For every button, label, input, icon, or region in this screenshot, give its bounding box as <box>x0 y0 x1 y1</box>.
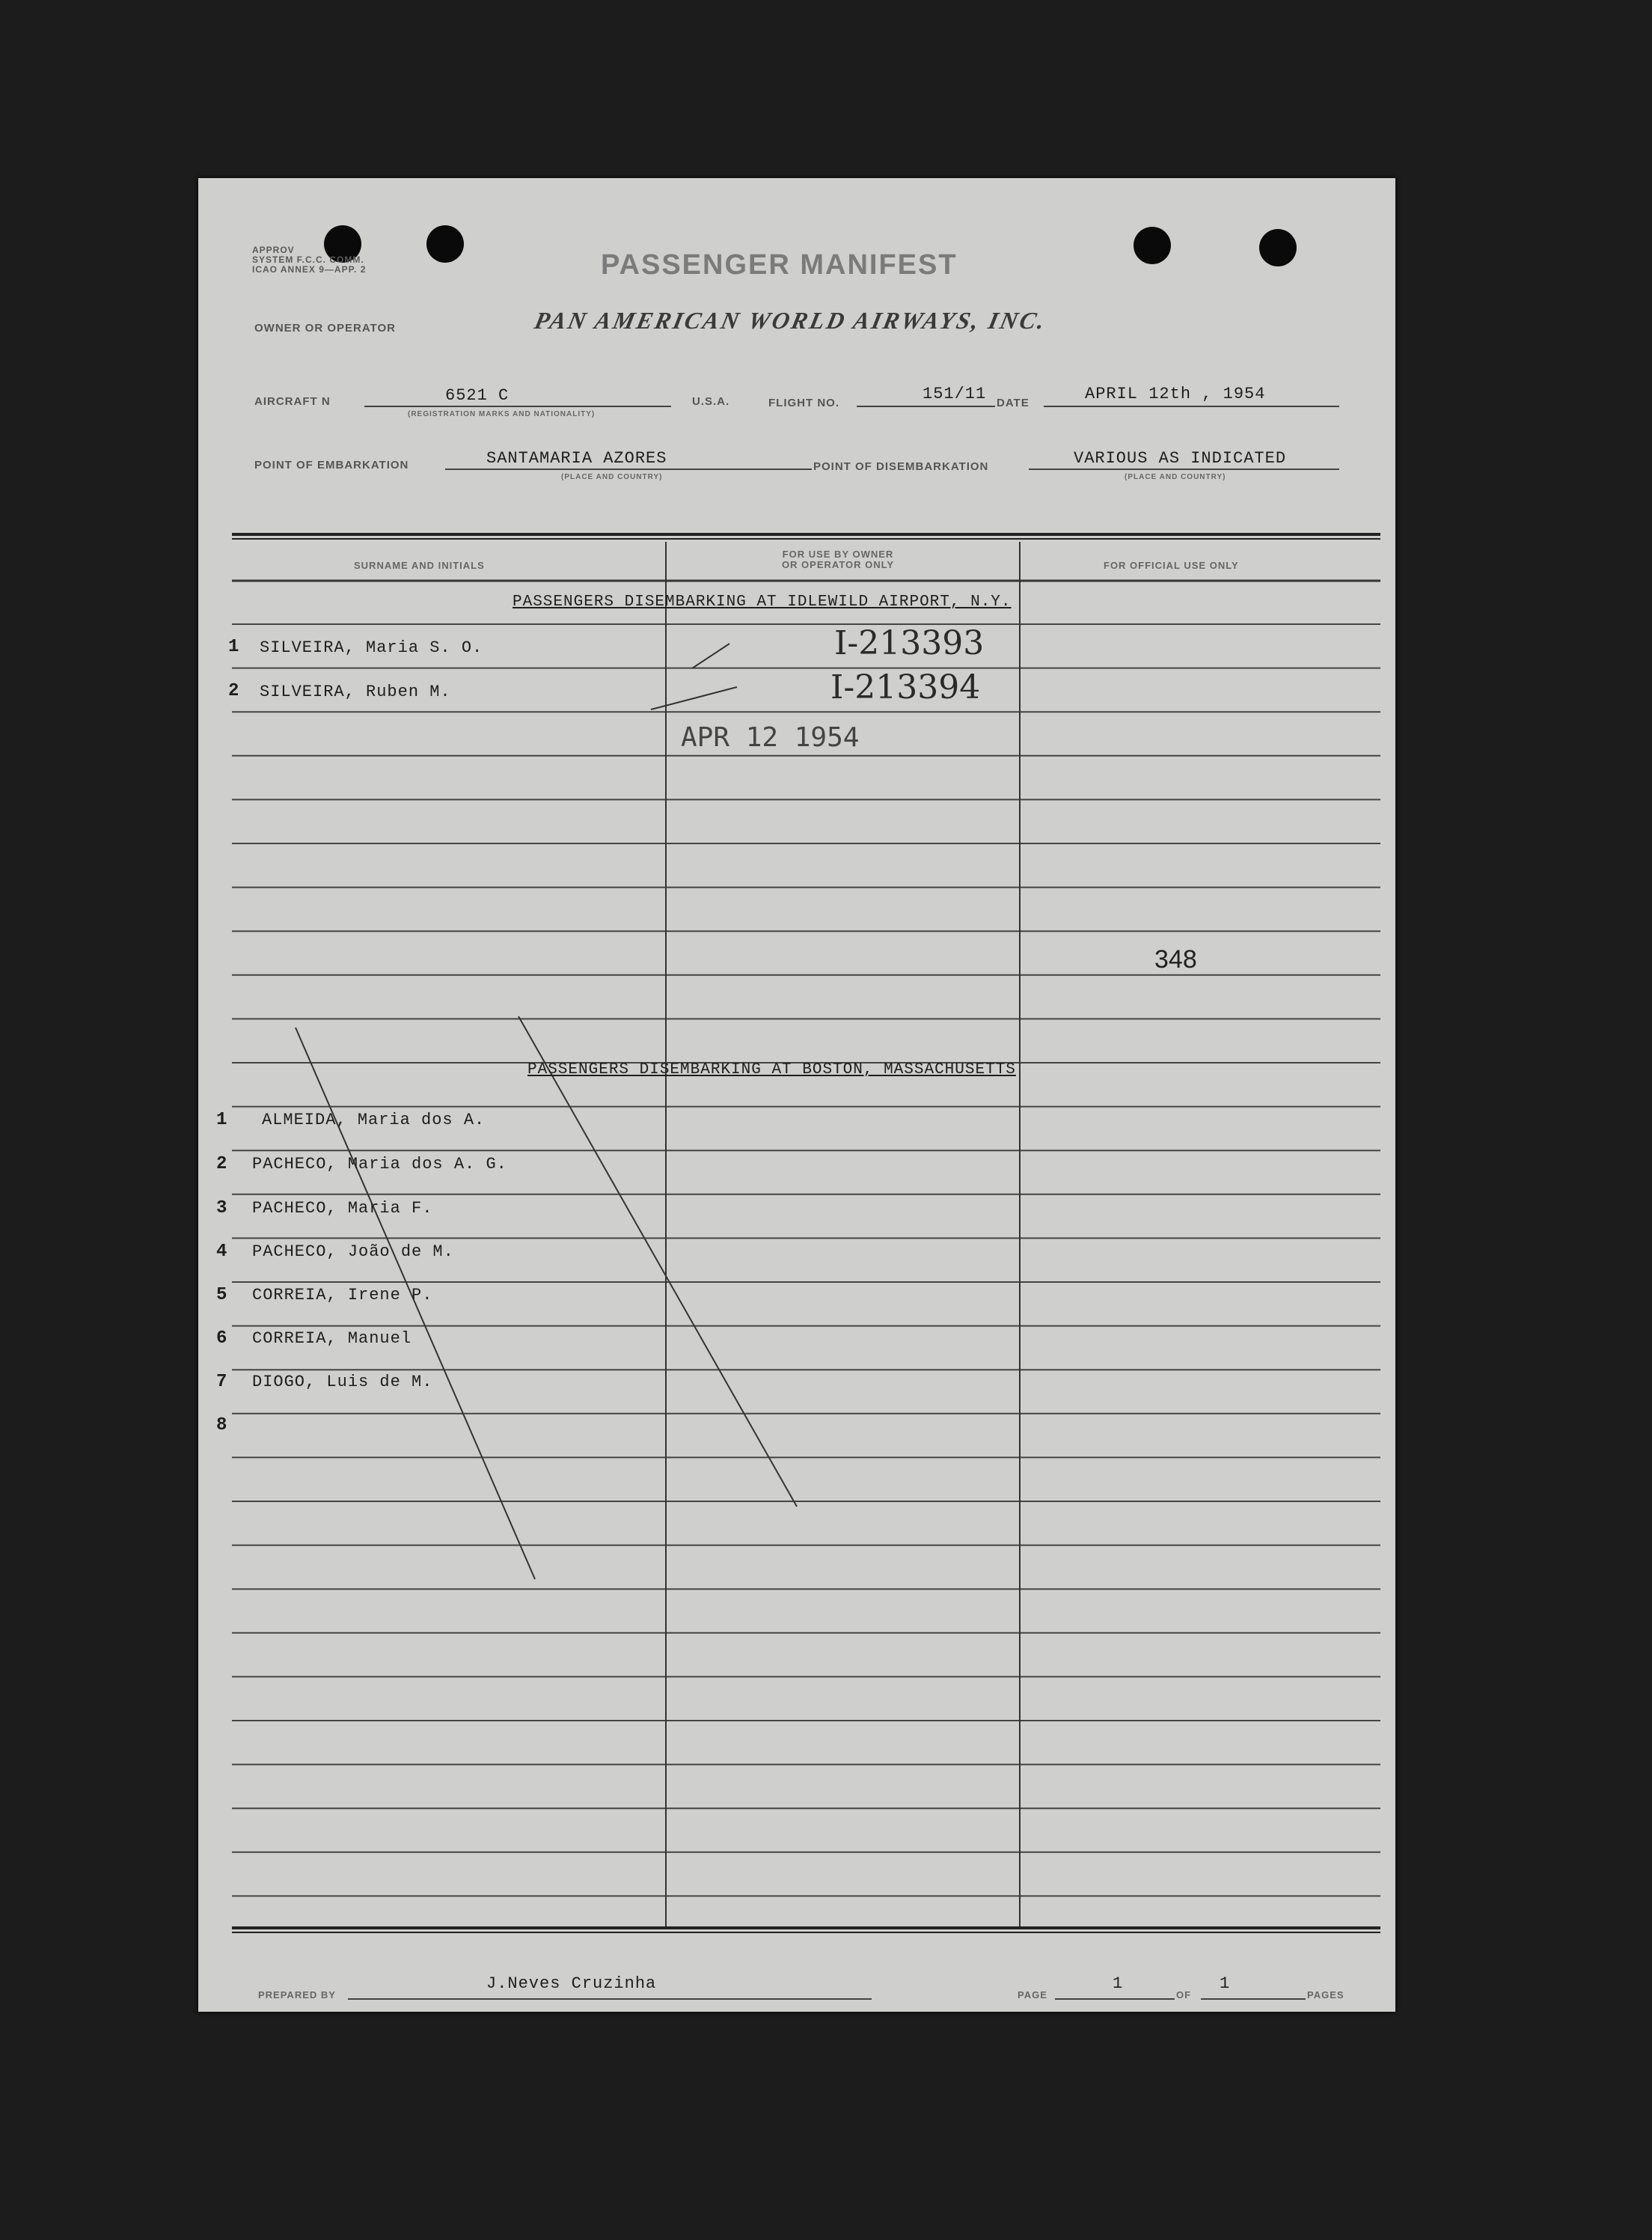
page-label: PAGE <box>1018 1989 1047 2001</box>
date-stamp: APR 12 1954 <box>681 722 860 753</box>
passenger-name: PACHECO, João de M. <box>252 1242 454 1261</box>
disembark-label: POINT OF DISEMBARKATION <box>813 460 989 473</box>
row-number: 4 <box>216 1242 227 1262</box>
row-number: 2 <box>228 681 239 701</box>
embark-value: SANTAMARIA AZORES <box>486 449 667 468</box>
passenger-name: ALMEIDA, Maria dos A. <box>262 1111 486 1129</box>
of-line <box>1201 1998 1306 2000</box>
of-value: 1 <box>1220 1974 1231 1993</box>
ruled-lines <box>198 178 1395 2012</box>
owner-label: OWNER OR OPERATOR <box>254 322 396 335</box>
approval-line: ICAO ANNEX 9—APP. 2 <box>252 264 367 275</box>
row-number: 1 <box>228 637 239 657</box>
passenger-name: PACHECO, Maria F. <box>252 1199 433 1218</box>
row-number: 7 <box>216 1372 227 1392</box>
form-title: PASSENGER MANIFEST <box>601 249 958 281</box>
date-label: DATE <box>997 397 1030 409</box>
flight-label: FLIGHT NO. <box>768 397 839 409</box>
passenger-name: SILVEIRA, Ruben M. <box>260 683 451 701</box>
official-number: I-213393 <box>834 624 985 662</box>
passenger-name: CORREIA, Irene P. <box>252 1286 433 1304</box>
col-official-use: FOR OFFICIAL USE ONLY <box>1104 560 1239 571</box>
owner-value: PAN AMERICAN WORLD AIRWAYS, INC. <box>532 307 1050 334</box>
check-mark <box>651 687 737 709</box>
tally-number: 348 <box>1154 945 1197 974</box>
aircraft-sublabel: (REGISTRATION MARKS AND NATIONALITY) <box>408 410 596 418</box>
aircraft-value: 6521 C <box>445 386 510 405</box>
of-label: OF <box>1176 1989 1192 2001</box>
date-value: APRIL 12th , 1954 <box>1085 385 1266 403</box>
prepared-line <box>348 1998 872 2000</box>
prepared-label: PREPARED BY <box>258 1989 336 2001</box>
check-mark <box>692 644 729 668</box>
pages-label: PAGES <box>1307 1989 1344 2001</box>
section2-heading: PASSENGERS DISEMBARKING AT BOSTON, MASSACHUSETTS <box>527 1061 1016 1078</box>
prepared-value: J.Neves Cruzinha <box>486 1974 657 1993</box>
row-number: 8 <box>216 1415 227 1435</box>
disembark-value: VARIOUS AS INDICATED <box>1074 449 1287 468</box>
embark-label: POINT OF EMBARKATION <box>254 459 409 472</box>
col-surname: SURNAME AND INITIALS <box>354 560 485 571</box>
official-number: I-213394 <box>830 668 981 707</box>
col-owner-use: FOR USE BY OWNER OR OPERATOR ONLY <box>781 549 895 570</box>
approval-line: SYSTEM F.C.C. COMM. <box>252 254 364 265</box>
row-number: 6 <box>216 1328 227 1349</box>
passenger-name: SILVEIRA, Maria S. O. <box>260 638 483 657</box>
manifest-sheet <box>198 178 1395 2012</box>
flight-value: 151/11 <box>923 385 987 403</box>
approval-line: APPROV <box>252 245 295 255</box>
strike-line <box>518 1016 797 1507</box>
row-number: 1 <box>216 1110 227 1130</box>
aircraft-label: AIRCRAFT N <box>254 395 331 408</box>
embark-sublabel: (PLACE AND COUNTRY) <box>561 473 663 481</box>
page-line <box>1055 1998 1175 2000</box>
row-number: 5 <box>216 1285 227 1305</box>
aircraft-nationality: U.S.A. <box>692 395 730 408</box>
section1-heading: PASSENGERS DISEMBARKING AT IDLEWILD AIRPORT, N.Y. <box>513 593 1012 611</box>
row-number: 3 <box>216 1198 227 1218</box>
disembark-sublabel: (PLACE AND COUNTRY) <box>1125 473 1226 481</box>
row-number: 2 <box>216 1154 227 1174</box>
page-value: 1 <box>1113 1974 1124 1993</box>
passenger-name: PACHECO, Maria dos A. G. <box>252 1155 507 1174</box>
passenger-name: DIOGO, Luis de M. <box>252 1373 433 1391</box>
passenger-name: CORREIA, Manuel <box>252 1329 412 1348</box>
